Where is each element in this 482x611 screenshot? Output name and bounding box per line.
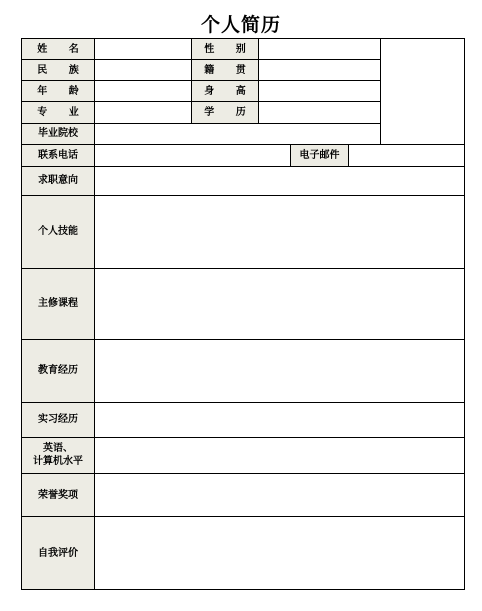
row-courses — [22, 268, 465, 340]
gender-field[interactable] — [259, 39, 381, 60]
school-field[interactable] — [95, 123, 381, 144]
english-computer-field[interactable] — [95, 437, 465, 473]
row-education — [22, 340, 465, 402]
skills-field[interactable] — [95, 196, 465, 269]
name-field[interactable] — [95, 39, 192, 60]
label-education: 教育经历 — [22, 340, 95, 402]
label-ethnicity: 民 族 — [22, 60, 95, 81]
label-name: 姓 名 — [22, 39, 95, 60]
label-english-computer-line2: 计算机水平 — [33, 456, 83, 468]
honors-field[interactable] — [95, 474, 465, 517]
email-field[interactable] — [349, 144, 465, 166]
label-courses: 主修课程 — [22, 268, 95, 340]
education-field[interactable] — [95, 340, 465, 402]
courses-field[interactable] — [95, 268, 465, 340]
label-native-place: 籍 贯 — [192, 60, 259, 81]
row-self-evaluation — [22, 517, 465, 590]
row-internship — [22, 402, 465, 437]
label-skills: 个人技能 — [22, 196, 95, 269]
height-field[interactable] — [259, 81, 381, 102]
label-age: 年 龄 — [22, 81, 95, 102]
self-evaluation-field[interactable] — [95, 517, 465, 590]
row-english-computer — [22, 437, 465, 473]
label-english-computer — [22, 437, 95, 473]
ethnicity-field[interactable] — [95, 60, 192, 81]
label-gender: 性 别 — [192, 39, 259, 60]
row-honors — [22, 474, 465, 517]
row-name-gender — [22, 39, 465, 60]
row-phone-email — [22, 144, 465, 166]
age-field[interactable] — [95, 81, 192, 102]
label-self-evaluation: 自我评价 — [22, 517, 95, 590]
page-title: 个人简历 — [200, 14, 281, 36]
label-education-level: 学 历 — [192, 102, 259, 123]
label-email: 电子邮件 — [291, 144, 349, 166]
label-honors: 荣誉奖项 — [22, 474, 95, 517]
native-place-field[interactable] — [259, 60, 381, 81]
row-skills — [22, 196, 465, 269]
job-intention-field[interactable] — [95, 166, 465, 195]
internship-field[interactable] — [95, 402, 465, 437]
row-job-intention — [22, 166, 465, 195]
label-major: 专 业 — [22, 102, 95, 123]
label-internship: 实习经历 — [22, 402, 95, 437]
photo-area[interactable] — [381, 39, 465, 145]
label-phone: 联系电话 — [22, 144, 95, 166]
phone-field[interactable] — [95, 144, 291, 166]
education-level-field[interactable] — [259, 102, 381, 123]
label-job-intention: 求职意向 — [22, 166, 95, 195]
resume-form-table — [21, 38, 465, 590]
label-school: 毕业院校 — [22, 123, 95, 144]
label-height: 身 高 — [192, 81, 259, 102]
major-field[interactable] — [95, 102, 192, 123]
label-english-computer-line1: 英语、 — [43, 443, 73, 455]
